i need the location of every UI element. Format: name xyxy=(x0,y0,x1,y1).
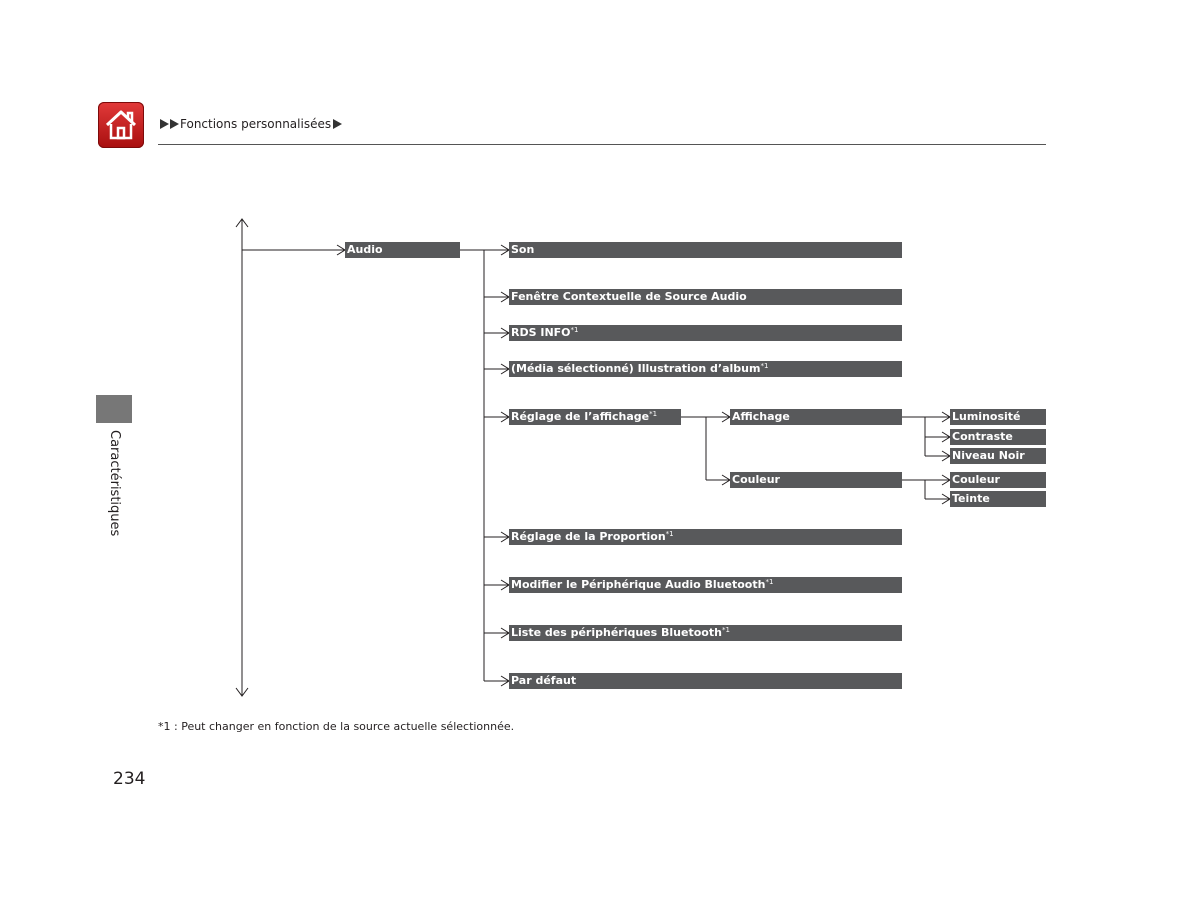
menu-item-label: Modifier le Périphérique Audio Bluetooth xyxy=(511,578,766,591)
menu-item-label: Affichage xyxy=(732,410,790,423)
footnote: *1 : Peut changer en fonction de la source actuelle sélectionnée. xyxy=(158,720,515,733)
page-number: 234 xyxy=(113,769,146,789)
menu-item-label: Teinte xyxy=(952,492,990,505)
menu-item-label: Réglage de la Proportion xyxy=(511,530,666,543)
menu-item-couleur[interactable] xyxy=(950,472,1046,488)
footnote-ref: *1 xyxy=(665,530,674,538)
menu-item-label: Réglage de l’affichage xyxy=(511,410,650,423)
menu-item-contraste[interactable] xyxy=(950,429,1046,445)
menu-item-label: Couleur xyxy=(732,473,780,486)
menu-item-reglage-affichage[interactable] xyxy=(509,409,681,425)
menu-item-illustration-album[interactable] xyxy=(509,361,902,377)
footnote-ref: *1 xyxy=(649,410,658,418)
menu-item-fenetre-contextuelle[interactable] xyxy=(509,289,902,305)
menu-item-luminosite[interactable] xyxy=(950,409,1046,425)
menu-item-rds-info[interactable] xyxy=(509,325,902,341)
menu-item-liste-peripheriques[interactable] xyxy=(509,625,902,641)
menu-item-label: (Média sélectionné) Illustration d’album xyxy=(511,362,761,375)
menu-item-label: Par défaut xyxy=(511,674,577,687)
menu-item-couleur-group[interactable] xyxy=(730,472,902,488)
footnote-ref: *1 xyxy=(721,626,730,634)
footnote-ref: *1 xyxy=(570,326,579,334)
menu-item-reglage-proportion[interactable] xyxy=(509,529,902,545)
menu-item-label: Contraste xyxy=(952,430,1013,443)
menu-item-label: Liste des périphériques Bluetooth xyxy=(511,626,722,639)
menu-item-modifier-peripherique[interactable] xyxy=(509,577,902,593)
menu-item-label: Fenêtre Contextuelle de Source Audio xyxy=(511,290,747,303)
menu-item-label: Audio xyxy=(347,243,383,256)
menu-item-label: RDS INFO xyxy=(511,326,571,339)
menu-item-label: Luminosité xyxy=(952,410,1021,423)
section-label: Caractéristiques xyxy=(107,430,122,537)
breadcrumb-label: Fonctions personnalisées xyxy=(180,117,332,131)
menu-item-label: Couleur xyxy=(952,473,1000,486)
menu-item-label: Niveau Noir xyxy=(952,449,1025,462)
menu-item-par-defaut[interactable] xyxy=(509,673,902,689)
menu-item-son[interactable] xyxy=(509,242,902,258)
footnote-ref: *1 xyxy=(765,578,774,586)
footnote-ref: *1 xyxy=(760,362,769,370)
menu-item-affichage[interactable] xyxy=(730,409,902,425)
menu-item-teinte[interactable] xyxy=(950,491,1046,507)
menu-item-label: Son xyxy=(511,243,535,256)
menu-item-niveau-noir[interactable] xyxy=(950,448,1046,464)
menu-item-audio[interactable] xyxy=(345,242,460,258)
